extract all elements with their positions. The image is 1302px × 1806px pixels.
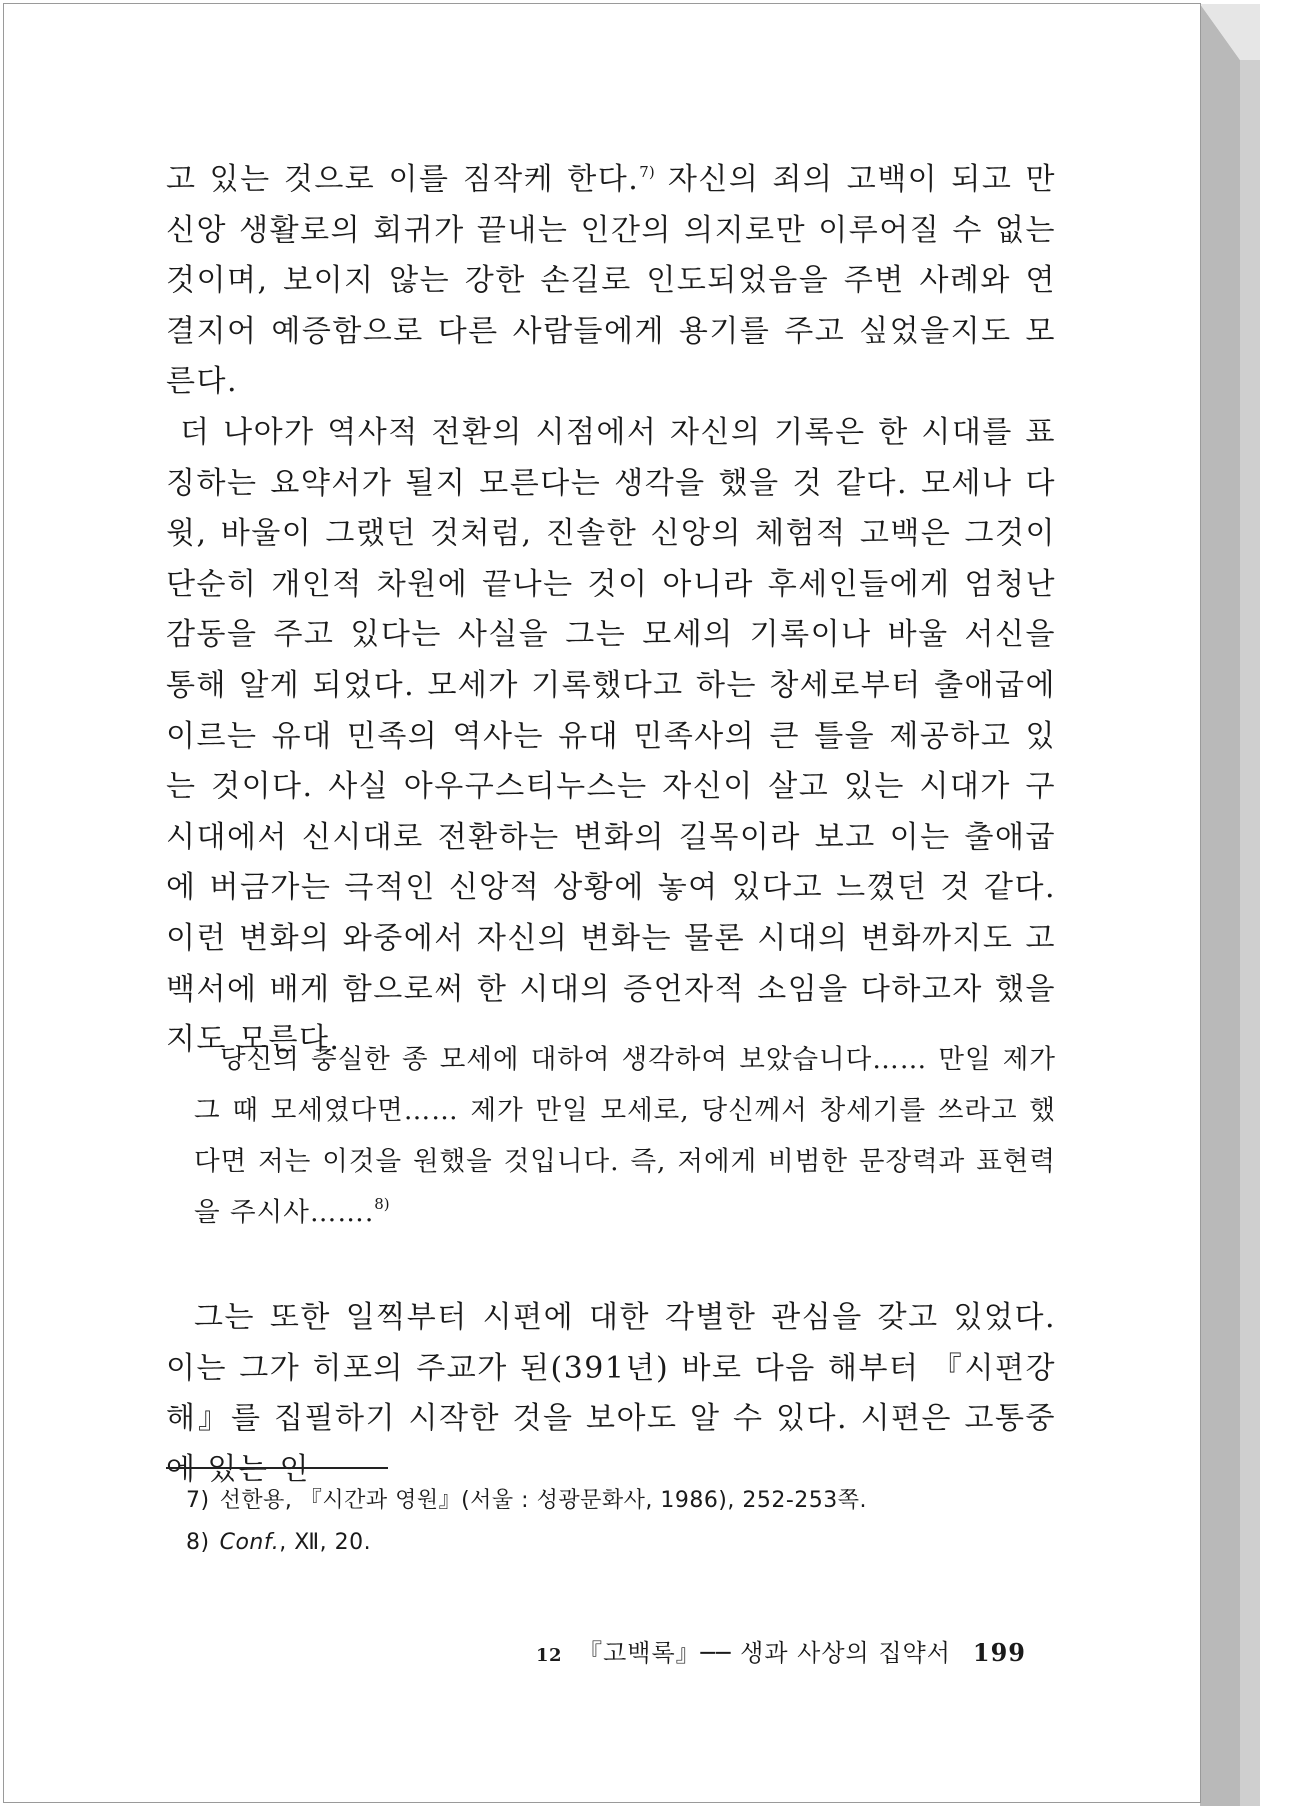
footnote-8 — [186, 1522, 1056, 1564]
main-text-block — [166, 155, 1056, 1066]
footnote-ref-8: 8) — [374, 1195, 390, 1213]
footnote-8-number: 8) — [186, 1530, 210, 1555]
paragraph-1-text-b: 자신의 죄의 고백이 되고 만 신앙 생활로의 회귀가 끝내는 인간의 의지로만 이루어질 수 없는 것이며, 보이지 않는 강한 손길로 인도되었음을 주변 사례와 연결지어 예증함으로 다른 사람들에게 용기를 주고 싶었을지도 모른다. — [166, 162, 1056, 400]
block-quote — [194, 1034, 1056, 1238]
footnote-separator — [166, 1467, 388, 1469]
quote-text — [194, 1034, 1056, 1238]
main-text-block-2 — [166, 1293, 1056, 1495]
footnotes — [186, 1480, 1056, 1564]
quote-body: 당신의 충실한 종 모세에 대하여 생각하여 보았습니다…… 만일 제가 그 때 모세였다면…… 제가 만일 모세로, 당신께서 창세기를 쓰라고 했다면 저는 이것을 원했을 것입니다. 즉, 저에게 비범한 문장력과 표현력을 주시사……. — [194, 1044, 1056, 1228]
paragraph-3: 그는 또한 일찍부터 시편에 대한 각별한 관심을 갖고 있었다. 이는 그가 히포의 주교가 된(391년) 바로 다음 해부터 『시편강해』를 집필하기 시작한 것을 보아도 알 수 있다. 시편은 고통중에 있는 인 — [166, 1300, 1056, 1487]
footnote-7 — [186, 1480, 1056, 1522]
paragraph-2: 더 나아가 역사적 전환의 시점에서 자신의 기록은 한 시대를 표징하는 요약서가 될지 모른다는 생각을 했을 것 같다. 모세나 다윗, 바울이 그랬던 것처럼, 진솔한 신앙의 체험적 고백은 그것이 단순히 개인적 차원에 끝나는 것이 아니라 후세인들에게 엄청난 감동을 주고 있다는 사실을 그는 모세의 기록이나 바울 서신을 통해 알게 되었다. 모세가 기록했다고 하는 창세로부터 출애굽에 이르는 유대 민족의 역사는 유대 민족사의 큰 틀을 제공하고 있는 것이다. 사실 아우구스티누스는 자신이 살고 있는 시대가 구시대에서 신시대로 전환하는 변화의 길목이라 보고 이는 출애굽에 버금가는 극적인 신앙적 상황에 놓여 있다고 느꼈던 것 같다. 이런 변화의 와중에서 자신의 변화는 물론 시대의 변화까지도 고백서에 배게 함으로써 한 시대의 증언자적 소임을 다하고자 했을지도 모른다. — [166, 414, 1056, 1058]
footnote-7-number: 7) — [186, 1488, 210, 1513]
paragraph-1 — [166, 155, 1056, 408]
book-side-edge — [1200, 4, 1240, 1806]
chapter-number: 12 — [536, 1645, 563, 1666]
footnote-7-text: 선한용, 『시간과 영원』(서울 : 성광문화사, 1986), 252-253쪽. — [219, 1488, 868, 1513]
footnote-ref-7: 7) — [639, 163, 655, 181]
running-footer — [536, 1633, 1026, 1668]
footnote-8-text: , Ⅻ, 20. — [279, 1530, 372, 1555]
running-title: 『고백록』── 생과 사상의 집약서 — [578, 1639, 951, 1667]
footnote-8-italic: Conf. — [219, 1530, 280, 1555]
paragraph-1-text-a: 고 있는 것으로 이를 짐작케 한다. — [166, 162, 640, 197]
book-side-shade — [1240, 60, 1260, 1806]
page-number: 199 — [972, 1638, 1026, 1667]
